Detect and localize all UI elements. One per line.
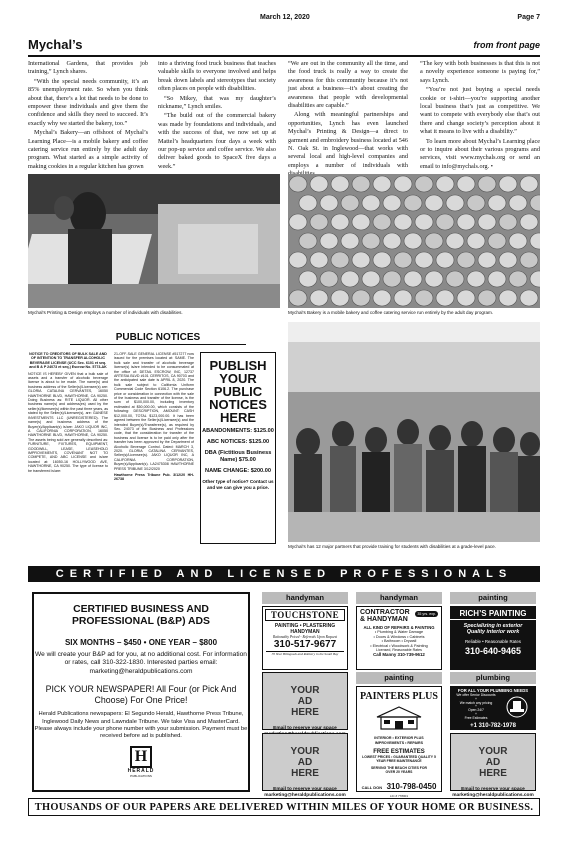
category-plumbing: plumbing [450, 672, 536, 684]
headline-line: YOUR [219, 371, 257, 386]
photo-caption: Mychal’s has 12 major partners that provide training for students with disabilities at a grade-level pace. [288, 544, 497, 549]
ad-title: ALL KIND OF REPAIRS & PAINTING [363, 625, 435, 630]
your-ad-text [451, 746, 535, 779]
public-notices-title: PUBLIC NOTICES [70, 332, 246, 345]
ad-call-label: CALL DON [361, 785, 383, 790]
herald-logo [126, 746, 156, 778]
ad-phone: Call Manny 310-739-9612 [373, 652, 425, 658]
ad-serving: SERVING THE BEACH CITIES FOR OVER 20 YEARS [371, 765, 427, 774]
notice-column-2 [114, 352, 194, 482]
photo-printing-image [28, 174, 280, 308]
photo-printing-shop [28, 174, 280, 308]
your-ad-line: HERE [291, 768, 319, 779]
ad-painters-plus[interactable] [356, 686, 442, 798]
plumber-logo-icon [504, 695, 530, 719]
section-bar [28, 37, 540, 57]
your-ad-placeholder[interactable] [262, 733, 348, 798]
ad-badge: 35 yrs. exp. [417, 612, 436, 616]
rate-name-change: NAME CHANGE: $200.00 [205, 468, 271, 474]
paragraph: into a thriving food truck business that teaches valuable skills to everyone involved and helps break down labels and stereotypes that society often places on people with disabilities. [158, 60, 276, 93]
article-column-1 [28, 60, 148, 172]
ad-service: • Bathroom • Drywall [381, 639, 417, 644]
ad-name-line: CONTRACTOR [360, 609, 410, 616]
your-ad-email: Email to reserve your space marketing@heraldpublications.com [452, 787, 534, 798]
photo-caption: Mychal’s Printing & Design employs a number of individuals with disabilities. [28, 310, 183, 315]
your-ad-line: AD [297, 757, 313, 768]
ad-line: PAINTING • PLASTERING [274, 623, 336, 629]
bp-description: We will create your B&P ad for you, at no additional cost. For information or rates, call 310-322-1830. Interested parties email: marketing@heraldpublications.com [35, 651, 247, 675]
ad-offer: + [475, 696, 477, 701]
headline-line: HERE [219, 410, 257, 425]
paragraph: “We are out in the community all the time, and the food truck is really a way to create the awareness for this community because it’s not just about a business—it’s about creating the awareness that people with developmental disabilities are capable.” [288, 60, 408, 110]
notice-body: 21-OFF-SALE GENERAL LICENSE #517277 now issued for the premises located at: SAME. The bulk sale and transfer of alcoholic beverage license(s) is/are intended to be consummated at the office of: DETAIL ESCROW, INC, 12737 ARTESIA BLVD #101 CERRITOS, CA 90703 and the anticipated sale date is APRIL 8, 2020. The bulk sale subject to California Uniform Commercial Code Section 6106.2. The purchase price or consideration in connection with the sale of the business and transfer of the license, is the sum of $100,000.00, including inventory estimated at $50,000.00, which consists of the following: DESCRIPTION, AMOUNT: CASH $12,000.00, TOTAL $123,000.00. It has been agreed between the Seller(s)/Licensee(s) and the intended Buyer(s)/Transferee(s), as required by Sec. 24073 of the Business and Professions code, that the consideration for transfer of the business and license is to be paid only after the transfer has been approved by the Department of Alcoholic Beverage Control. Dated: MARCH 3, 2020. GLORIA CATALINA CERVANTES, Seller(s)/Licensee(s). JAKO LIQUOR INC, A CALIFORNIA CORPORATION, Buyer(s)/Applicant(s). LA2475308 HAWTHORNE PRESS TRIBUNE 3/12/2020 [114, 352, 194, 471]
ad-headline: FOR ALL YOUR PLUMBING NEEDS [457, 688, 529, 693]
headline-line: NOTICES [209, 397, 267, 412]
ad-tagline: Rationality Priced - Referrals Upon Request [273, 635, 337, 639]
ad-service: • Plumbing & Water Damage [374, 630, 424, 634]
ad-sub: Licensed, Reasonable Rates [376, 648, 422, 653]
ad-guarantee: LOWEST PRICES • GUARANTEED QUALITY 5 YEAR FREE MAINTENANCE [362, 755, 436, 764]
notice-footer: Hawthorne Press Tribune Pub. 3/12/20 HH-26738 [114, 472, 194, 482]
your-ad-email: Email to reserve your space [273, 726, 337, 731]
photo-group [288, 322, 540, 542]
ad-offer: Open 24/7 [468, 708, 484, 713]
notice-body: NOTICE IS HEREBY GIVEN that a bulk sale of assets and a transfer of alcoholic beverage license is about to be made. The name(s) and business address of the Seller(s)/Licensee(s) are: GLORIA CATALINA CERVANTES, 16050 HAWTHORNE BLVD, HAWTHORNE, CA 90250. Doing Business as: RITE LIQUOR. All other business name(s) and address(es) used by the seller(s)/licensee(s) within the past three years, as stated by the Seller(s)/Licensee(s), are: GANESE INVESTMENTS LLC (UNREGISTERED). The name(s) and business address of the Buyer(s)/Applicant(s) is/are: JAKO LIQUOR INC, A CALIFORNIA CORPORATION, 16050 HAWTHORNE BLVD, HAWTHORNE, CA 90250. The assets being sold are generally described as: FURNITURE, FIXTURES, EQUIPMENT, GOODWILL, LEASE, LEASEHOLD IMPROVEMENTS, COVENANT NOT TO COMPETE, AND ABC LICENSE and is/are located at: 16050-16 HOLLYWOOD AVE, HAWTHORNE, CA 90250. The type of license to be transferred is/are: [28, 371, 108, 473]
ad-phone: +1 310-782-1978 [470, 723, 516, 729]
ad-richs-painting[interactable] [450, 606, 536, 670]
certified-banner: CERTIFIED AND LICENSED PROFESSIONALS [28, 566, 540, 582]
ad-name: TOUCHSTONE [265, 609, 345, 621]
continued-label: from front page [473, 40, 540, 50]
your-ad-line: HERE [479, 768, 507, 779]
herald-logo-mark: H [130, 746, 152, 768]
photo-caption: Mychal’s Bakery is a mobile bakery and coffee catering service run entirely by the adult day program. [288, 310, 494, 315]
your-ad-line: YOUR [290, 685, 320, 696]
section-title: Mychal’s [28, 37, 83, 52]
your-ad-placeholder[interactable] [262, 672, 348, 730]
notice-column-1 [28, 352, 108, 473]
footer-banner: THOUSANDS OF OUR PAPERS ARE DELIVERED WITHIN MILES OF YOUR HOME OR BUSINESS. [28, 798, 540, 816]
your-ad-line: AD [485, 757, 501, 768]
category-handyman: handyman [262, 592, 348, 604]
bp-papers: Herald Publications newspapers: El Segundo Herald, Hawthorne Press Tribune, Inglewood Daily News and Lawndale Tribune. We take Visa and MasterCard. Please always include your phone number with your submission. Payment must be received before ad is published. [34, 711, 248, 740]
category-handyman: handyman [356, 592, 442, 604]
bp-pick-newspaper: PICK YOUR NEWSPAPER! All Four (or Pick And Choose) For One Price! [45, 684, 237, 705]
ad-offer: We offer Senior Discounts [456, 693, 496, 697]
category-painting: painting [356, 672, 442, 684]
herald-logo-sub: PUBLICATIONS [130, 774, 152, 779]
ad-service: • Doors & Windows • Cabinets [373, 634, 425, 639]
ad-service: • Electrical • Woodwork & Painting [370, 643, 428, 648]
ad-line: Specializing in exterior [463, 623, 523, 629]
your-ad-email: Email to reserve your space marketing@heraldpublications.com [264, 787, 346, 798]
rate-other: Other type of notice? Contact us and we can give you a price. [202, 479, 274, 490]
your-ad-line: YOUR [478, 746, 508, 757]
ad-plumbing[interactable] [450, 686, 536, 730]
ad-license: LIC # 778001 [389, 794, 408, 798]
photo-cookies-image [288, 174, 540, 308]
article-column-3 [288, 60, 408, 180]
photo-group-image [288, 322, 540, 542]
your-ad-placeholder[interactable] [450, 733, 536, 798]
ad-footer: 35 Year Bilinguals and Robbery in the South Bay [266, 651, 344, 656]
headline-line: PUBLIC [213, 384, 263, 399]
paragraph: Along with meaningful partnerships and opportunities, Lynch has even launched Mychal’s Printing & Design—a direct to garment and embroidery business located at 546 N. Oak St. in Inglewood—that works with several local and high-level companies and employs a number of individuals with [288, 111, 408, 169]
ad-name-line: & HANDYMAN [360, 616, 408, 623]
publish-headline [201, 359, 275, 424]
bp-price: SIX MONTHS – $450 • ONE YEAR – $800 [64, 638, 218, 647]
ad-free-estimates: FREE ESTIMATES [373, 749, 425, 756]
paragraph: “The build out of the commercial bakery was made by foundations and individuals, and with the success of that, we now set up at Mattel’s headquarters four days a week with our pop-up service and coffee service. We also deliver baked goods to SpaceX five days a week.” [158, 112, 276, 170]
rate-dba: DBA (Fictitious Business Name) $75.00 [204, 450, 272, 463]
paragraph: “You’re not just buying a special needs cookie or t-shirt—you’re supporting another local business that’s just as competitive. We want to compete with everybody else that’s out there and change society’s perception about it what it means to live with a disability.” [420, 86, 540, 136]
ad-call [357, 776, 441, 794]
ad-offer: We match any pricing [459, 700, 493, 705]
ad-services [357, 630, 441, 648]
publish-notices-box [200, 352, 276, 544]
ad-line: HANDYMAN [290, 629, 320, 635]
bp-ads-box [32, 592, 250, 792]
headline-line: PUBLISH [209, 358, 267, 373]
ad-phone: 310-798-0450 [386, 782, 437, 791]
ad-phone: 310-517-9677 [273, 639, 337, 650]
paragraph: “So Mikey, that was my daughter’s nickname,” Lynch smiles. [158, 94, 276, 111]
your-ad-text [263, 685, 347, 718]
paragraph: To learn more about Mychal’s Learning place or to inquire about their various programs and services, visit www.mychals.org or send an email to info@mychals.org. • [420, 137, 540, 170]
ad-name: RICH’S PAINTING [450, 609, 536, 620]
article-column-4 [420, 60, 540, 172]
article-column-2 [158, 60, 276, 172]
page-number: Page 7 [517, 14, 540, 21]
house-icon [369, 705, 429, 731]
ad-offer: Free Estimates [464, 715, 488, 720]
notice-heading: NOTICE TO CREDITORS OF BULK SALE AND OF INTENTION TO TRANSFER ALCOHOLIC BEVERAGE LICENSE (UCC Sec. 6101 et seq. and B & P 24073 et seq.) Escrow No. 5773-AK [29, 352, 107, 370]
ad-offers [454, 694, 498, 721]
photo-bakery-cookies [288, 174, 540, 308]
rate-abc-notices: ABC NOTICES: $125.00 [206, 439, 270, 445]
paragraph: “The key with both businesses is that this is not a novelty experience someone is paying for,” says Lynch. [420, 60, 540, 84]
page-header [28, 14, 540, 24]
ad-touchstone[interactable] [262, 606, 348, 670]
ad-name: PAINTERS PLUS [360, 691, 438, 702]
category-painting: painting [450, 592, 536, 604]
your-ad-line: HERE [291, 707, 319, 718]
ad-services: INTERIOR • EXTERIOR PLUS IMPROVEMENTS • REPAIRS [374, 736, 424, 745]
issue-date: March 12, 2020 [260, 14, 310, 21]
your-ad-line: YOUR [290, 746, 320, 757]
paragraph: “With the special needs community, it’s an 85% unemployment rate. So when you think about that, there’s a lot that needs to be done to empower these individuals and give them the confidence and skills they need to succeed. It’s exactly why we started the bakery, too.” [28, 77, 148, 127]
bp-title: CERTIFIED BUSINESS AND PROFESSIONAL (B&P) ADS [72, 604, 210, 627]
ad-phone: 310-640-9465 [464, 646, 522, 656]
ad-contractor-handyman[interactable] [356, 606, 442, 670]
paragraph: International Gardens, that provides job training,” Lynch shares. [28, 60, 148, 76]
ad-offer: + [475, 711, 477, 716]
your-ad-line: AD [297, 696, 313, 707]
ad-line: Quality interior work [466, 629, 520, 635]
your-ad-text [263, 746, 347, 779]
paragraph: Mychal’s Bakery—an offshoot of Mychal’s Learning Place—is a mobile bakery and coffee catering service run entirely by the adult day program. What started as a simple activity of making cookies in a regular kitchen has grown [28, 129, 148, 170]
ad-line: Reliable • Reasonable Rates [465, 639, 521, 644]
rate-abandonments: ABANDONMENTS: $125.00 [202, 428, 274, 434]
herald-logo-name: HERALD [127, 768, 155, 775]
ad-offer: + [475, 704, 477, 709]
